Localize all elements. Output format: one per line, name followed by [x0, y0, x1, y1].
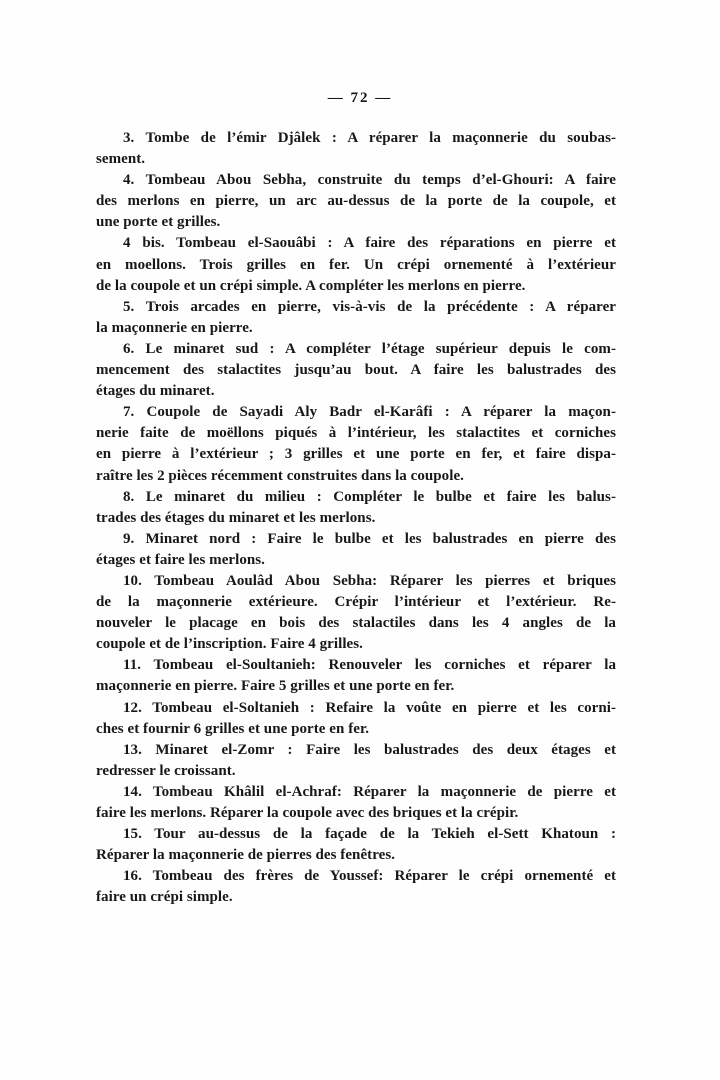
text-line: de la maçonnerie extérieure. Crépir l’intérieur et l’extérieur. Re- [96, 594, 616, 611]
text-line: mencement des stalactites jusqu’au bout. A faire les balustrades des [96, 362, 616, 379]
paragraph [96, 233, 616, 296]
text-line: 3. Tombe de l’émir Djâlek : A réparer la maçonnerie du soubas- [123, 130, 616, 146]
text-line: 12. Tombeau el-Soltanieh : Refaire la voûte en pierre et les corni- [123, 699, 616, 716]
page-number: — 72 — [327, 90, 393, 106]
text-line: faire les merlons. Réparer la coupole avec des briques et la crépir. [96, 805, 519, 821]
text-line: Réparer la maçonnerie de pierres des fenêtres. [96, 847, 396, 864]
paragraph [96, 339, 616, 402]
text-line: des merlons en pierre, un arc au-dessus de la porte de la coupole, et [96, 193, 616, 210]
paragraph [96, 402, 616, 486]
text-line: 15. Tour au-dessus de la façade de la Tekieh el-Sett Khatoun : [123, 826, 616, 843]
text-line: 8. Le minaret du milieu : Compléter le bulbe et faire les balus- [123, 488, 616, 505]
paragraph [96, 297, 616, 339]
text-line: en moellons. Trois grilles en fer. Un crépi ornementé à l’extérieur [96, 256, 616, 273]
text-line: en pierre à l’extérieur ; 3 grilles et une porte en fer, et faire dispa- [96, 446, 616, 463]
paragraph [96, 529, 616, 571]
text-line: nouveler le placage en bois des stalactiles dans les 4 angles de la [96, 615, 616, 632]
text-line: étages du minaret. [96, 383, 215, 400]
paragraph [96, 128, 616, 170]
text-line: nerie faite de moëllons piqués à l’intérieur, les stalactites et corniches [96, 425, 616, 442]
paragraph [96, 170, 616, 233]
paragraph [96, 487, 616, 529]
text-line: la maçonnerie en pierre. [96, 319, 253, 336]
text-line: de la coupole et un crépi simple. A compléter les merlons en pierre. [96, 277, 526, 294]
page-body [96, 128, 616, 908]
text-line: sement. [96, 151, 146, 168]
text-line: redresser le croissant. [96, 762, 236, 779]
text-line: trades des étages du minaret et les merlons. [96, 509, 376, 526]
paragraph [96, 571, 616, 655]
text-line: raître les 2 pièces récemment construites dans la coupole. [96, 467, 464, 484]
text-line: ches et fournir 6 grilles et une porte en fer. [96, 720, 370, 737]
paragraph [96, 782, 616, 824]
paragraph [96, 655, 616, 697]
text-line: 4. Tombeau Abou Sebha, construite du temps d’el-Ghouri: A faire [123, 172, 616, 189]
text-line: 5. Trois arcades en pierre, vis-à-vis de la précédente : A réparer [123, 298, 616, 315]
text-line: une porte et grilles. [96, 214, 221, 231]
paragraph [96, 824, 616, 866]
text-line: 9. Minaret nord : Faire le bulbe et les balustrades en pierre des [123, 530, 616, 547]
paragraph [96, 740, 616, 782]
text-line: 6. Le minaret sud : A compléter l’étage supérieur depuis le com- [123, 340, 616, 357]
text-line: 7. Coupole de Sayadi Aly Badr el-Karâfi : A réparer la maçon- [123, 404, 616, 421]
text-line: 11. Tombeau el-Soultanieh: Renouveler les corniches et réparer la [123, 657, 616, 674]
text-line: 4 bis. Tombeau el-Saouâbi : A faire des réparations en pierre et [123, 235, 616, 252]
paragraph [96, 866, 616, 908]
text-line: 16. Tombeau des frères de Youssef: Réparer le crépi ornementé et [123, 868, 616, 885]
text-line: faire un crépi simple. [96, 889, 233, 906]
text-line: maçonnerie en pierre. Faire 5 grilles et une porte en fer. [96, 678, 455, 695]
text-line: 14. Tombeau Khâlil el-Achraf: Réparer la maçonnerie de pierre et [123, 783, 616, 800]
text-line: 10. Tombeau Aoulâd Abou Sebha: Réparer les pierres et briques [123, 572, 616, 589]
text-line: étages et faire les merlons. [96, 551, 265, 568]
text-line: coupole et de l’inscription. Faire 4 grilles. [96, 636, 363, 653]
paragraph [96, 698, 616, 740]
text-line: 13. Minaret el-Zomr : Faire les balustrades des deux étages et [123, 741, 616, 758]
